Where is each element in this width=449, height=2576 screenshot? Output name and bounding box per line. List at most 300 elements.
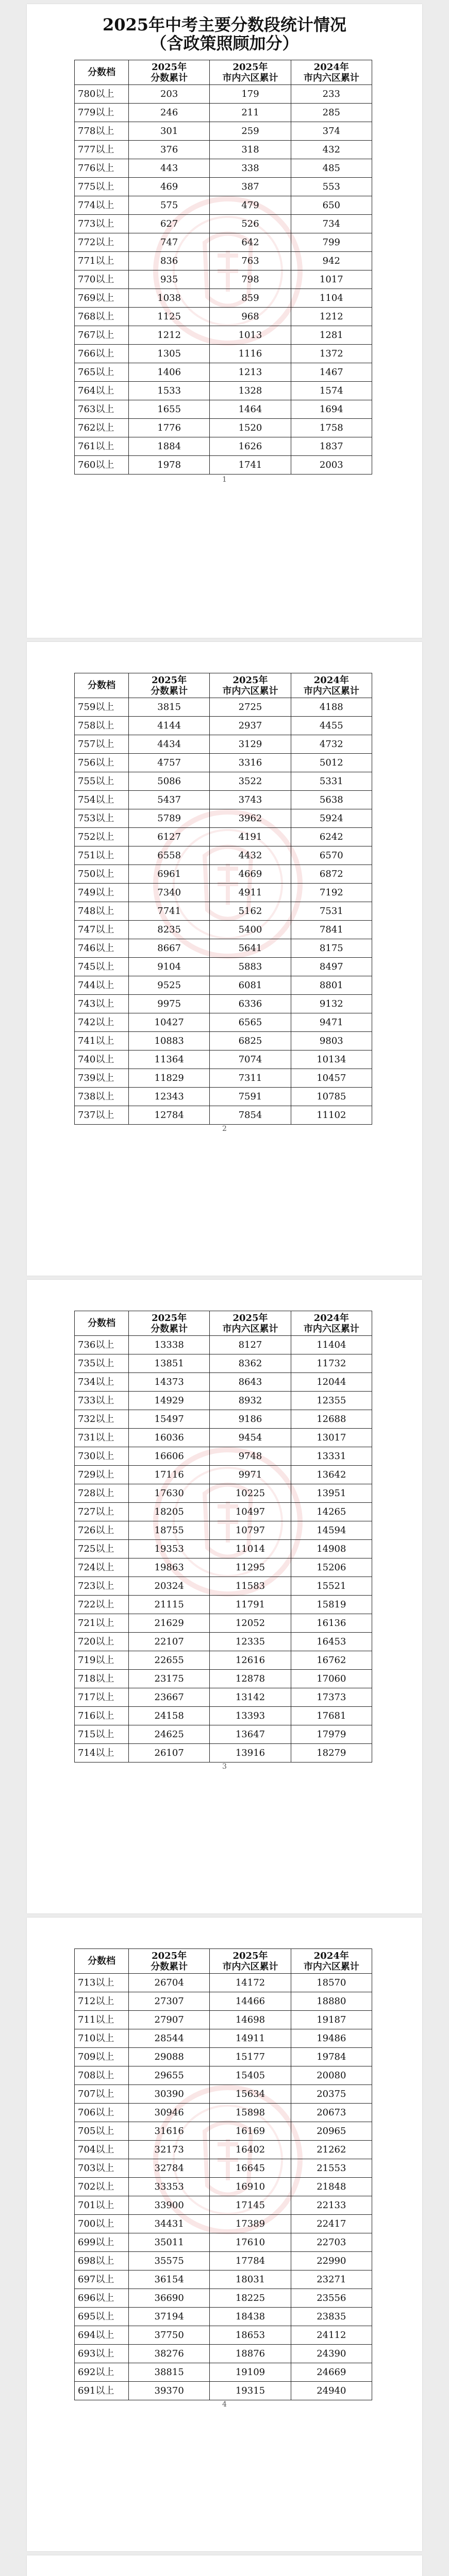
table-row bbox=[75, 2178, 372, 2196]
header-line: 2024年 bbox=[313, 61, 349, 73]
city-2024-cell: 10134 bbox=[291, 1050, 372, 1069]
cum-2025-cell: 31616 bbox=[129, 2122, 210, 2141]
city-2025-cell: 1520 bbox=[210, 419, 291, 437]
city-2024-cell: 22990 bbox=[291, 2252, 372, 2270]
city-2025-cell: 3316 bbox=[210, 754, 291, 772]
cum-2025-cell: 9104 bbox=[129, 958, 210, 976]
city-2025-cell: 526 bbox=[210, 215, 291, 233]
cum-2025-cell: 1125 bbox=[129, 308, 210, 326]
table-row bbox=[75, 1013, 372, 1032]
table-row bbox=[75, 2252, 372, 2270]
score-cell: 743以上 bbox=[75, 995, 129, 1013]
cum-2025-cell: 1038 bbox=[129, 289, 210, 308]
table-row bbox=[75, 698, 372, 717]
city-2024-cell: 14265 bbox=[291, 1503, 372, 1521]
cum-2025-cell: 10883 bbox=[129, 1032, 210, 1050]
score-cell: 779以上 bbox=[75, 104, 129, 122]
city-2024-cell: 22417 bbox=[291, 2215, 372, 2233]
table-row bbox=[75, 1410, 372, 1429]
score-cell: 699以上 bbox=[75, 2233, 129, 2252]
city-2025-cell: 763 bbox=[210, 252, 291, 270]
page-number: 4 bbox=[222, 2400, 227, 2409]
city-2025-cell: 16910 bbox=[210, 2178, 291, 2196]
city-2024-cell: 20673 bbox=[291, 2104, 372, 2122]
table-row bbox=[75, 1670, 372, 1688]
city-2024-cell: 6570 bbox=[291, 846, 372, 865]
table-row bbox=[75, 1651, 372, 1670]
score-cell: 711以上 bbox=[75, 2011, 129, 2029]
score-cell: 769以上 bbox=[75, 289, 129, 308]
page-number: 2 bbox=[222, 1125, 227, 1133]
header-line: 2025年 bbox=[152, 1312, 187, 1324]
cum-2025-cell: 16036 bbox=[129, 1429, 210, 1447]
city-2025-cell: 8643 bbox=[210, 1373, 291, 1392]
score-cell: 755以上 bbox=[75, 772, 129, 791]
table-row bbox=[75, 865, 372, 884]
city-2024-cell: 18880 bbox=[291, 1992, 372, 2011]
city-2024-cell: 13951 bbox=[291, 1484, 372, 1503]
city-2025-cell: 19315 bbox=[210, 2382, 291, 2400]
header-score: 分数档 bbox=[75, 60, 129, 85]
city-2025-cell: 5641 bbox=[210, 939, 291, 958]
score-cell: 768以上 bbox=[75, 308, 129, 326]
city-2025-cell: 9971 bbox=[210, 1466, 291, 1484]
city-2025-cell: 13916 bbox=[210, 1744, 291, 1762]
city-2025-cell: 5162 bbox=[210, 902, 291, 921]
cum-2025-cell: 3815 bbox=[129, 698, 210, 717]
city-2024-cell: 1281 bbox=[291, 326, 372, 345]
cum-2025-cell: 6961 bbox=[129, 865, 210, 884]
city-2025-cell: 2725 bbox=[210, 698, 291, 717]
cum-2025-cell: 28544 bbox=[129, 2029, 210, 2048]
table-row bbox=[75, 2048, 372, 2066]
score-cell: 708以上 bbox=[75, 2066, 129, 2085]
table-row bbox=[75, 1032, 372, 1050]
cum-2025-cell: 575 bbox=[129, 196, 210, 215]
table-row bbox=[75, 754, 372, 772]
city-2024-cell: 942 bbox=[291, 252, 372, 270]
table-row bbox=[75, 1992, 372, 2011]
city-2024-cell: 15819 bbox=[291, 1596, 372, 1614]
header-col-2025-city bbox=[210, 673, 291, 698]
score-cell: 700以上 bbox=[75, 2215, 129, 2233]
table-row bbox=[75, 846, 372, 865]
cum-2025-cell: 1776 bbox=[129, 419, 210, 437]
header-col-2025-cum bbox=[129, 1311, 210, 1336]
city-2025-cell: 11583 bbox=[210, 1577, 291, 1596]
city-2025-cell: 1116 bbox=[210, 345, 291, 363]
header-line: 2024年 bbox=[313, 674, 349, 686]
city-2024-cell: 23556 bbox=[291, 2289, 372, 2308]
city-2025-cell: 14698 bbox=[210, 2011, 291, 2029]
cum-2025-cell: 36154 bbox=[129, 2270, 210, 2289]
city-2024-cell: 1758 bbox=[291, 419, 372, 437]
city-2025-cell: 8127 bbox=[210, 1336, 291, 1354]
city-2024-cell: 8801 bbox=[291, 976, 372, 995]
city-2024-cell: 799 bbox=[291, 233, 372, 252]
city-2025-cell: 7074 bbox=[210, 1050, 291, 1069]
city-2024-cell: 16762 bbox=[291, 1651, 372, 1670]
score-cell: 735以上 bbox=[75, 1354, 129, 1373]
table-row bbox=[75, 419, 372, 437]
city-2025-cell: 16402 bbox=[210, 2141, 291, 2159]
score-cell: 707以上 bbox=[75, 2085, 129, 2104]
cum-2025-cell: 23667 bbox=[129, 1688, 210, 1707]
header-line: 市内六区累计 bbox=[303, 1323, 359, 1334]
cum-2025-cell: 13338 bbox=[129, 1336, 210, 1354]
table-row bbox=[75, 828, 372, 846]
city-2025-cell: 4191 bbox=[210, 828, 291, 846]
table-row bbox=[75, 902, 372, 921]
table-row bbox=[75, 2141, 372, 2159]
header-col-2024-city bbox=[291, 1311, 372, 1336]
score-cell: 710以上 bbox=[75, 2029, 129, 2048]
city-2024-cell: 18279 bbox=[291, 1744, 372, 1762]
score-cell: 695以上 bbox=[75, 2308, 129, 2326]
cum-2025-cell: 7741 bbox=[129, 902, 210, 921]
cum-2025-cell: 11364 bbox=[129, 1050, 210, 1069]
table-row bbox=[75, 717, 372, 735]
score-cell: 757以上 bbox=[75, 735, 129, 754]
city-2024-cell: 1372 bbox=[291, 345, 372, 363]
cum-2025-cell: 19863 bbox=[129, 1558, 210, 1577]
city-2024-cell: 12355 bbox=[291, 1392, 372, 1410]
table-row bbox=[75, 252, 372, 270]
city-2025-cell: 16645 bbox=[210, 2159, 291, 2178]
score-cell: 713以上 bbox=[75, 1974, 129, 1992]
city-2024-cell: 19187 bbox=[291, 2011, 372, 2029]
score-table bbox=[74, 1311, 372, 1762]
city-2024-cell: 19486 bbox=[291, 2029, 372, 2048]
city-2025-cell: 13142 bbox=[210, 1688, 291, 1707]
table-row bbox=[75, 921, 372, 939]
city-2024-cell: 15206 bbox=[291, 1558, 372, 1577]
city-2025-cell: 4432 bbox=[210, 846, 291, 865]
table-row bbox=[75, 270, 372, 289]
table-row bbox=[75, 2363, 372, 2382]
table-row bbox=[75, 2270, 372, 2289]
score-cell: 729以上 bbox=[75, 1466, 129, 1484]
table-row bbox=[75, 1106, 372, 1125]
header-line: 市内六区累计 bbox=[303, 685, 359, 697]
score-cell: 762以上 bbox=[75, 419, 129, 437]
city-2024-cell: 7192 bbox=[291, 884, 372, 902]
score-cell: 725以上 bbox=[75, 1540, 129, 1558]
document-page bbox=[27, 4, 422, 638]
cum-2025-cell: 203 bbox=[129, 85, 210, 104]
table-row bbox=[75, 2289, 372, 2308]
table-row bbox=[75, 85, 372, 104]
city-2024-cell: 432 bbox=[291, 141, 372, 159]
header-col-2025-city bbox=[210, 1311, 291, 1336]
city-2025-cell: 479 bbox=[210, 196, 291, 215]
score-cell: 733以上 bbox=[75, 1392, 129, 1410]
score-cell: 703以上 bbox=[75, 2159, 129, 2178]
city-2024-cell: 1837 bbox=[291, 437, 372, 456]
score-cell: 773以上 bbox=[75, 215, 129, 233]
table-row bbox=[75, 1633, 372, 1651]
table-row bbox=[75, 289, 372, 308]
city-2025-cell: 14466 bbox=[210, 1992, 291, 2011]
score-table bbox=[74, 673, 372, 1125]
cum-2025-cell: 469 bbox=[129, 178, 210, 196]
header-col-2025-cum bbox=[129, 1949, 210, 1974]
city-2024-cell: 11404 bbox=[291, 1336, 372, 1354]
city-2025-cell: 15405 bbox=[210, 2066, 291, 2085]
header-col-2025-city bbox=[210, 60, 291, 85]
cum-2025-cell: 30390 bbox=[129, 2085, 210, 2104]
score-cell: 774以上 bbox=[75, 196, 129, 215]
table-row bbox=[75, 122, 372, 141]
score-cell: 758以上 bbox=[75, 717, 129, 735]
city-2024-cell: 1467 bbox=[291, 363, 372, 382]
cum-2025-cell: 376 bbox=[129, 141, 210, 159]
score-cell: 750以上 bbox=[75, 865, 129, 884]
table-row bbox=[75, 2382, 372, 2400]
table-row bbox=[75, 2308, 372, 2326]
city-2024-cell: 11102 bbox=[291, 1106, 372, 1125]
header-col-2024-city bbox=[291, 1949, 372, 1974]
score-cell: 741以上 bbox=[75, 1032, 129, 1050]
title-line-2: （含政策照顾加分） bbox=[150, 33, 299, 53]
score-cell: 730以上 bbox=[75, 1447, 129, 1466]
cum-2025-cell: 33900 bbox=[129, 2196, 210, 2215]
table-row bbox=[75, 326, 372, 345]
city-2025-cell: 5883 bbox=[210, 958, 291, 976]
city-2024-cell: 485 bbox=[291, 159, 372, 178]
header-line: 市内六区累计 bbox=[222, 72, 278, 83]
table-row bbox=[75, 233, 372, 252]
table-row bbox=[75, 1503, 372, 1521]
cum-2025-cell: 17630 bbox=[129, 1484, 210, 1503]
city-2025-cell: 1464 bbox=[210, 400, 291, 419]
table-row bbox=[75, 884, 372, 902]
table-row bbox=[75, 196, 372, 215]
city-2024-cell: 4455 bbox=[291, 717, 372, 735]
table-header-row bbox=[75, 1949, 372, 1974]
table-row bbox=[75, 2159, 372, 2178]
city-2025-cell: 4669 bbox=[210, 865, 291, 884]
table-row bbox=[75, 104, 372, 122]
city-2025-cell: 211 bbox=[210, 104, 291, 122]
cum-2025-cell: 1884 bbox=[129, 437, 210, 456]
score-cell: 701以上 bbox=[75, 2196, 129, 2215]
city-2024-cell: 24669 bbox=[291, 2363, 372, 2382]
city-2024-cell: 13331 bbox=[291, 1447, 372, 1466]
score-cell: 777以上 bbox=[75, 141, 129, 159]
city-2025-cell: 16169 bbox=[210, 2122, 291, 2141]
score-cell: 706以上 bbox=[75, 2104, 129, 2122]
city-2025-cell: 18438 bbox=[210, 2308, 291, 2326]
table-row bbox=[75, 1373, 372, 1392]
header-line: 2025年 bbox=[232, 674, 268, 686]
city-2025-cell: 12616 bbox=[210, 1651, 291, 1670]
city-2024-cell: 20965 bbox=[291, 2122, 372, 2141]
cum-2025-cell: 5437 bbox=[129, 791, 210, 809]
score-cell: 718以上 bbox=[75, 1670, 129, 1688]
cum-2025-cell: 5789 bbox=[129, 809, 210, 828]
table-header-row bbox=[75, 673, 372, 698]
score-cell: 705以上 bbox=[75, 2122, 129, 2141]
city-2024-cell: 7531 bbox=[291, 902, 372, 921]
table-row bbox=[75, 2085, 372, 2104]
score-cell: 761以上 bbox=[75, 437, 129, 456]
cum-2025-cell: 17116 bbox=[129, 1466, 210, 1484]
score-cell: 767以上 bbox=[75, 326, 129, 345]
city-2024-cell: 10785 bbox=[291, 1088, 372, 1106]
table-row bbox=[75, 2122, 372, 2141]
city-2025-cell: 18225 bbox=[210, 2289, 291, 2308]
table-row bbox=[75, 735, 372, 754]
score-cell: 731以上 bbox=[75, 1429, 129, 1447]
cum-2025-cell: 1305 bbox=[129, 345, 210, 363]
document-page bbox=[27, 2555, 422, 2576]
score-cell: 714以上 bbox=[75, 1744, 129, 1762]
table-row bbox=[75, 2233, 372, 2252]
city-2025-cell: 18653 bbox=[210, 2326, 291, 2345]
score-cell: 776以上 bbox=[75, 159, 129, 178]
score-cell: 752以上 bbox=[75, 828, 129, 846]
city-2025-cell: 3743 bbox=[210, 791, 291, 809]
score-cell: 760以上 bbox=[75, 456, 129, 474]
cum-2025-cell: 27907 bbox=[129, 2011, 210, 2029]
city-2024-cell: 16453 bbox=[291, 1633, 372, 1651]
cum-2025-cell: 9975 bbox=[129, 995, 210, 1013]
score-cell: 715以上 bbox=[75, 1725, 129, 1744]
city-2025-cell: 17389 bbox=[210, 2215, 291, 2233]
score-cell: 759以上 bbox=[75, 698, 129, 717]
cum-2025-cell: 301 bbox=[129, 122, 210, 141]
header-line: 2025年 bbox=[232, 61, 268, 73]
cum-2025-cell: 1655 bbox=[129, 400, 210, 419]
cum-2025-cell: 1406 bbox=[129, 363, 210, 382]
city-2024-cell: 233 bbox=[291, 85, 372, 104]
score-cell: 771以上 bbox=[75, 252, 129, 270]
city-2024-cell: 19784 bbox=[291, 2048, 372, 2066]
city-2025-cell: 12335 bbox=[210, 1633, 291, 1651]
cum-2025-cell: 14373 bbox=[129, 1373, 210, 1392]
cum-2025-cell: 29655 bbox=[129, 2066, 210, 2085]
cum-2025-cell: 4434 bbox=[129, 735, 210, 754]
cum-2025-cell: 36690 bbox=[129, 2289, 210, 2308]
city-2025-cell: 13647 bbox=[210, 1725, 291, 1744]
cum-2025-cell: 12343 bbox=[129, 1088, 210, 1106]
table-row bbox=[75, 400, 372, 419]
header-col-2025-city bbox=[210, 1949, 291, 1974]
table-row bbox=[75, 215, 372, 233]
score-cell: 722以上 bbox=[75, 1596, 129, 1614]
table-row bbox=[75, 791, 372, 809]
city-2025-cell: 15898 bbox=[210, 2104, 291, 2122]
table-row bbox=[75, 1429, 372, 1447]
city-2024-cell: 374 bbox=[291, 122, 372, 141]
table-row bbox=[75, 1336, 372, 1354]
table-row bbox=[75, 1088, 372, 1106]
cum-2025-cell: 33353 bbox=[129, 2178, 210, 2196]
city-2025-cell: 1741 bbox=[210, 456, 291, 474]
document-page bbox=[27, 1918, 422, 2551]
score-cell: 754以上 bbox=[75, 791, 129, 809]
score-cell: 740以上 bbox=[75, 1050, 129, 1069]
score-table bbox=[74, 1948, 372, 2400]
city-2025-cell: 13393 bbox=[210, 1707, 291, 1725]
score-cell: 749以上 bbox=[75, 884, 129, 902]
cum-2025-cell: 38815 bbox=[129, 2363, 210, 2382]
city-2025-cell: 9748 bbox=[210, 1447, 291, 1466]
score-table bbox=[74, 60, 372, 474]
city-2025-cell: 8362 bbox=[210, 1354, 291, 1373]
cum-2025-cell: 19353 bbox=[129, 1540, 210, 1558]
city-2024-cell: 12044 bbox=[291, 1373, 372, 1392]
cum-2025-cell: 6558 bbox=[129, 846, 210, 865]
table-row bbox=[75, 2066, 372, 2085]
table-row bbox=[75, 976, 372, 995]
header-line: 2025年 bbox=[152, 1950, 187, 1961]
city-2024-cell: 14908 bbox=[291, 1540, 372, 1558]
city-2025-cell: 10497 bbox=[210, 1503, 291, 1521]
table-row bbox=[75, 363, 372, 382]
cum-2025-cell: 8235 bbox=[129, 921, 210, 939]
score-cell: 694以上 bbox=[75, 2326, 129, 2345]
cum-2025-cell: 8667 bbox=[129, 939, 210, 958]
table-row bbox=[75, 958, 372, 976]
city-2024-cell: 18570 bbox=[291, 1974, 372, 1992]
cum-2025-cell: 32784 bbox=[129, 2159, 210, 2178]
table-row bbox=[75, 1558, 372, 1577]
city-2025-cell: 10225 bbox=[210, 1484, 291, 1503]
header-col-2024-city bbox=[291, 673, 372, 698]
score-cell: 724以上 bbox=[75, 1558, 129, 1577]
score-cell: 696以上 bbox=[75, 2289, 129, 2308]
score-cell: 772以上 bbox=[75, 233, 129, 252]
city-2024-cell: 17373 bbox=[291, 1688, 372, 1707]
city-2024-cell: 4188 bbox=[291, 698, 372, 717]
header-line: 市内六区累计 bbox=[222, 1323, 278, 1334]
cum-2025-cell: 747 bbox=[129, 233, 210, 252]
table-row bbox=[75, 1614, 372, 1633]
cum-2025-cell: 22107 bbox=[129, 1633, 210, 1651]
city-2024-cell: 21262 bbox=[291, 2141, 372, 2159]
city-2024-cell: 734 bbox=[291, 215, 372, 233]
city-2025-cell: 9454 bbox=[210, 1429, 291, 1447]
city-2025-cell: 14911 bbox=[210, 2029, 291, 2048]
cum-2025-cell: 9525 bbox=[129, 976, 210, 995]
table-row bbox=[75, 1974, 372, 1992]
city-2024-cell: 17681 bbox=[291, 1707, 372, 1725]
city-2025-cell: 12878 bbox=[210, 1670, 291, 1688]
table-row bbox=[75, 2029, 372, 2048]
city-2024-cell: 9471 bbox=[291, 1013, 372, 1032]
score-cell: 775以上 bbox=[75, 178, 129, 196]
city-2024-cell: 5924 bbox=[291, 809, 372, 828]
city-2025-cell: 18031 bbox=[210, 2270, 291, 2289]
city-2024-cell: 1212 bbox=[291, 308, 372, 326]
page-number: 1 bbox=[222, 476, 227, 484]
header-line: 市内六区累计 bbox=[303, 72, 359, 83]
cum-2025-cell: 22655 bbox=[129, 1651, 210, 1670]
city-2024-cell: 5638 bbox=[291, 791, 372, 809]
score-cell: 744以上 bbox=[75, 976, 129, 995]
city-2024-cell: 24390 bbox=[291, 2345, 372, 2363]
table-row bbox=[75, 1707, 372, 1725]
table-row bbox=[75, 308, 372, 326]
city-2025-cell: 7591 bbox=[210, 1088, 291, 1106]
table-row bbox=[75, 178, 372, 196]
city-2025-cell: 6081 bbox=[210, 976, 291, 995]
table-row bbox=[75, 345, 372, 363]
city-2024-cell: 6872 bbox=[291, 865, 372, 884]
city-2025-cell: 10797 bbox=[210, 1521, 291, 1540]
